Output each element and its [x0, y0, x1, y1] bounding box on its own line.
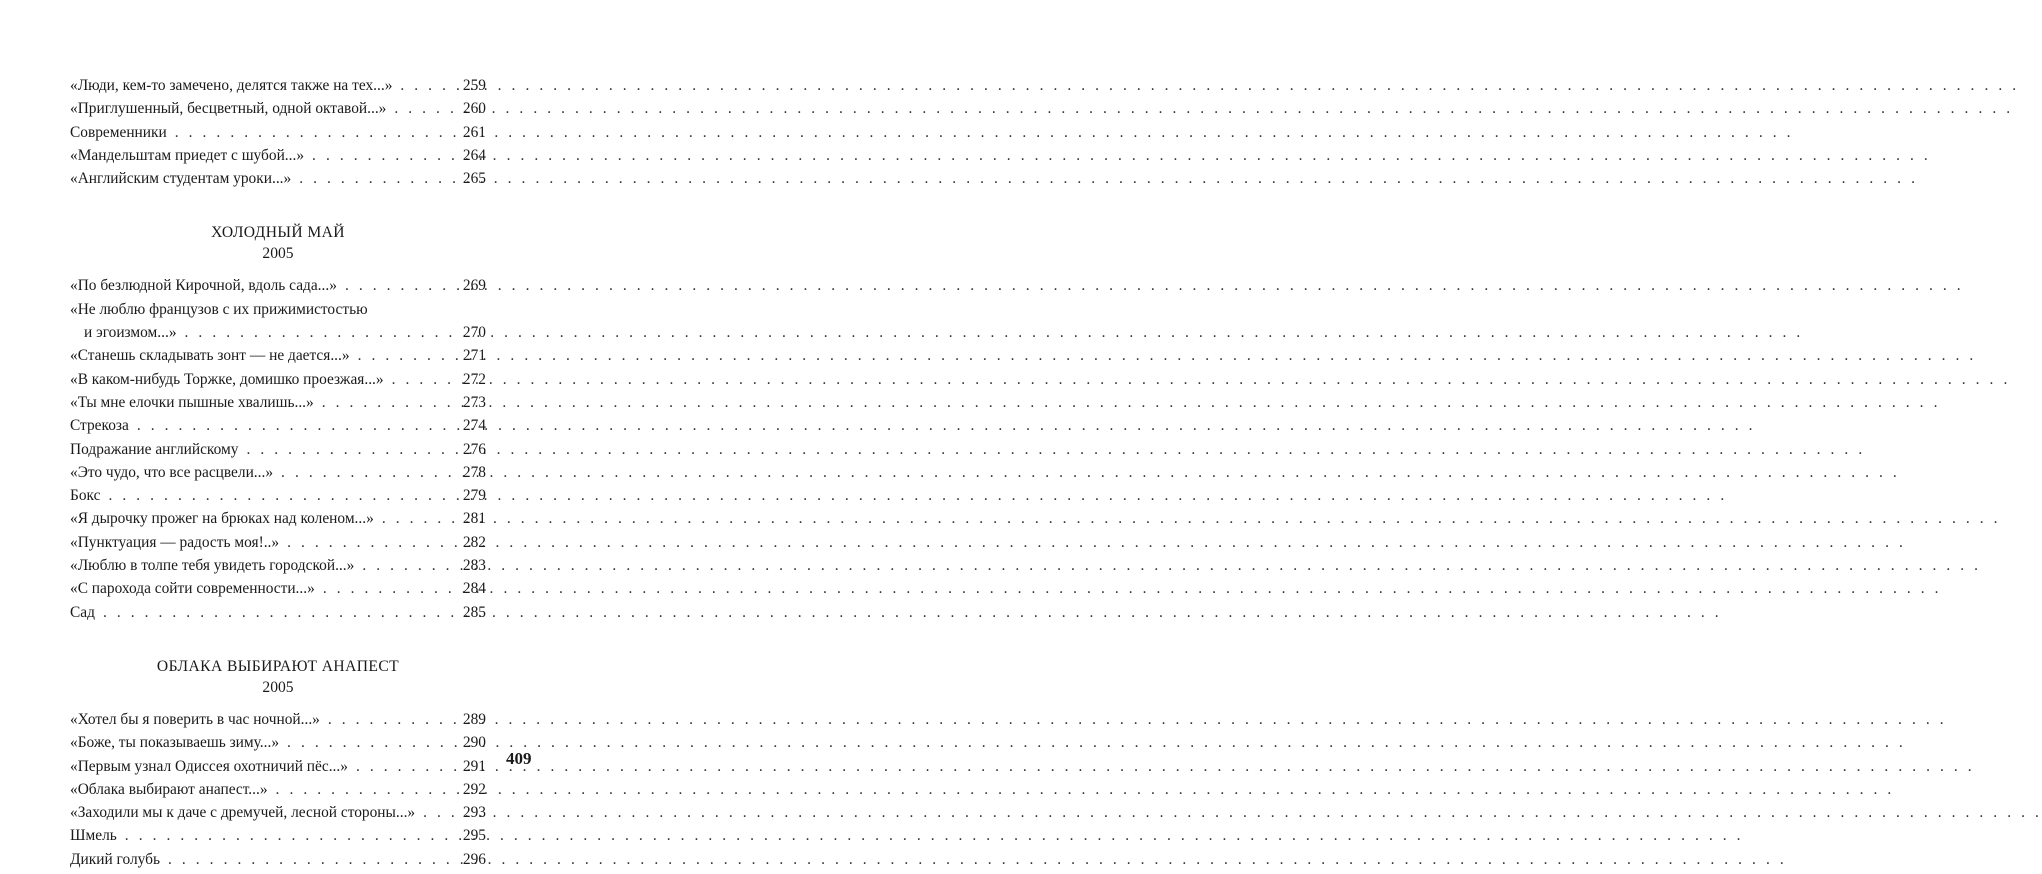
entry-title: «Хотел бы я поверить в час ночной...»	[70, 710, 320, 728]
toc-entry	[70, 778, 486, 801]
entry-title: «Не люблю французов с их прижимистостью	[70, 300, 368, 318]
section-year: 2005	[262, 245, 294, 263]
toc-section-1	[70, 74, 486, 190]
toc-entry	[70, 461, 486, 484]
entry-page: 282	[462, 533, 486, 551]
toc-entry	[70, 344, 486, 367]
dot-leader	[177, 321, 458, 344]
entry-title-line2: и эгоизмом...»	[84, 324, 177, 342]
entry-page: 283	[462, 557, 486, 575]
dot-leader	[314, 391, 458, 414]
entry-title-continuation	[70, 321, 486, 344]
toc-entry	[70, 531, 486, 554]
entry-title: Бокс	[70, 487, 101, 505]
entry-page: 273	[462, 393, 486, 411]
entry-page: 284	[462, 580, 486, 598]
entry-page: 296	[462, 850, 486, 868]
dot-leader	[160, 848, 458, 871]
entry-page: 259	[462, 77, 486, 94]
entry-title: «Английским студентам уроки...»	[70, 170, 292, 188]
toc-entry	[70, 97, 486, 120]
entry-title: Подражание английскому	[70, 440, 239, 458]
dot-leader	[268, 778, 458, 801]
entry-title: «Это чудо, что все расцвели...»	[70, 463, 274, 481]
entry-page: 274	[462, 417, 486, 435]
page-number: 409	[506, 749, 532, 768]
entry-title: «По безлюдной Кирочной, вдоль сада...»	[70, 277, 337, 295]
toc-section-2	[70, 223, 486, 623]
entry-page: 292	[462, 780, 486, 798]
entry-title: Сад	[70, 603, 95, 621]
toc-entry	[70, 368, 486, 391]
entry-page: 276	[462, 440, 486, 458]
dot-leader	[320, 708, 458, 731]
toc-entry	[70, 74, 486, 97]
entry-page: 261	[462, 123, 486, 141]
toc-entry	[70, 824, 486, 847]
entry-title: «Облака выбирают анапест...»	[70, 780, 268, 798]
toc-entry	[70, 731, 486, 754]
dot-leader	[100, 484, 458, 507]
entry-page: 281	[462, 510, 486, 528]
toc-section-3	[70, 657, 486, 871]
dot-leader	[337, 274, 458, 297]
entry-page: 260	[462, 100, 486, 118]
toc-entry	[70, 755, 486, 778]
dot-leader	[374, 507, 458, 530]
entry-page: 293	[462, 804, 486, 822]
toc-entry	[70, 801, 486, 824]
entry-page: 279	[462, 487, 486, 505]
section-heading: ХОЛОДНЫЙ МАЙ	[211, 224, 345, 242]
toc-entry	[70, 438, 486, 461]
entry-title: Шмель	[70, 827, 117, 845]
entry-title: «Люблю в толпе тебя увидеть городской...»	[70, 557, 355, 575]
dot-leader	[238, 438, 458, 461]
entry-title: «Мандельштам приедет с шубой...»	[70, 146, 305, 164]
section-year: 2005	[262, 678, 294, 696]
toc-entry	[70, 167, 486, 190]
dot-leader	[348, 755, 458, 778]
entry-page: 269	[462, 277, 486, 295]
dot-leader	[304, 144, 458, 167]
toc-entry	[70, 708, 486, 731]
entry-page: 278	[462, 463, 486, 481]
entry-title: «С парохода сойти современности...»	[70, 580, 315, 598]
entry-title: «Я дырочку прожег на брюках над коленом...»	[70, 510, 374, 528]
entry-title: «В каком-нибудь Торжке, домишко проезжая...»	[70, 370, 384, 388]
entry-title: «Заходили мы к даче с дремучей, лесной стороны...»	[70, 804, 416, 822]
section-entries	[70, 274, 486, 623]
entry-page: 265	[462, 170, 486, 188]
toc-entry	[70, 507, 486, 530]
entry-page: 289	[462, 710, 486, 728]
dot-leader	[167, 121, 458, 144]
dot-leader	[291, 167, 458, 190]
dot-leader	[392, 74, 458, 97]
dot-leader	[315, 577, 458, 600]
dot-leader	[386, 97, 458, 120]
entry-page: 271	[462, 347, 486, 365]
entry-title: Дикий голубь	[70, 850, 160, 868]
toc-entry	[70, 554, 486, 577]
entry-page: 270	[462, 324, 486, 342]
dot-leader	[273, 461, 458, 484]
dot-leader	[350, 344, 458, 367]
section-heading: ОБЛАКА ВЫБИРАЮТ АНАПЕСТ	[156, 657, 400, 675]
section-entries	[70, 708, 486, 871]
toc-entry	[70, 144, 486, 167]
toc-entry	[70, 121, 486, 144]
toc-entry	[70, 391, 486, 414]
dot-leader	[129, 414, 458, 437]
entry-title: «Пунктуация — радость моя!..»	[70, 533, 280, 551]
entry-title: «Приглушенный, бесцветный, одной октавой...»	[70, 100, 387, 118]
toc-entry	[70, 484, 486, 507]
dot-leader	[384, 368, 458, 391]
entry-page: 272	[462, 370, 486, 388]
dot-leader	[117, 824, 458, 847]
entry-page: 285	[462, 603, 486, 621]
table-of-contents	[70, 74, 486, 871]
entry-title: «Люди, кем-то замечено, делятся также на тех...»	[70, 77, 393, 94]
entry-title: «Станешь складывать зонт — не дается...»	[70, 347, 350, 365]
entry-title: «Боже, ты показываешь зиму...»	[70, 734, 280, 752]
entry-page: 291	[462, 757, 486, 775]
entry-title: «Ты мне елочки пышные хвалишь...»	[70, 393, 314, 411]
entry-page: 264	[462, 146, 486, 164]
dot-leader	[279, 731, 458, 754]
entry-title: «Первым узнал Одиссея охотничий пёс...»	[70, 757, 348, 775]
entry-title: Современники	[70, 123, 167, 141]
toc-entry	[70, 414, 486, 437]
toc-entry	[70, 274, 486, 297]
entry-page: 290	[462, 734, 486, 752]
dot-leader	[95, 601, 458, 624]
dot-leader	[354, 554, 458, 577]
toc-entry	[70, 577, 486, 600]
entry-page: 295	[462, 827, 486, 845]
toc-entry	[70, 298, 486, 345]
toc-entry	[70, 601, 486, 624]
entry-title: Стрекоза	[70, 417, 129, 435]
toc-entry	[70, 848, 486, 871]
dot-leader	[279, 531, 458, 554]
dot-leader	[415, 801, 458, 824]
